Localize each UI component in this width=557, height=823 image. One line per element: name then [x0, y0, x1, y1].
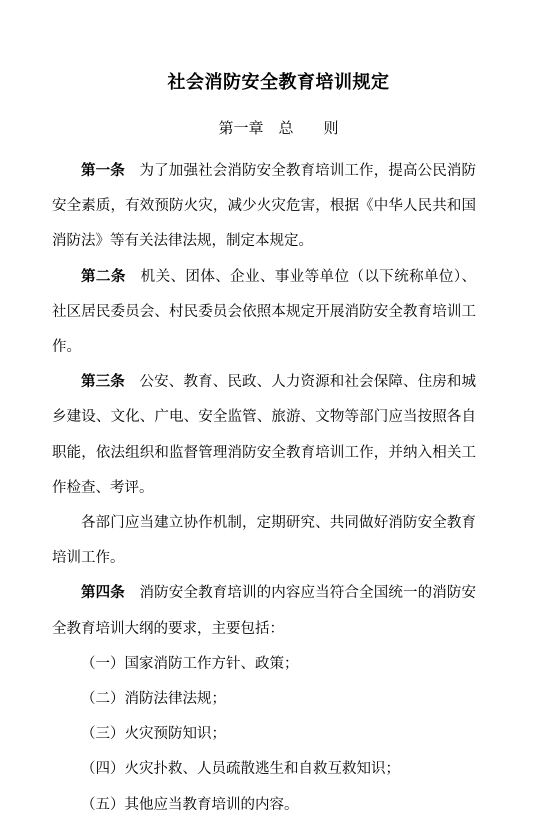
document-title: 社会消防安全教育培训规定 — [167, 72, 390, 93]
article-paragraph — [52, 154, 476, 260]
article-paragraph — [52, 365, 476, 506]
article-number: 第二条 — [81, 268, 126, 285]
article-text: 公安、教育、民政、人力资源和社会保障、住房和城乡建设、文化、广电、安全监管、旅游、文物等部门应当按照各自职能，依法组织和监督管理消防安全教育培训工作，并纳入相关工作检查、考评。 — [52, 374, 477, 496]
list-item: （五）其他应当教育培训的内容。 — [81, 796, 299, 813]
article-number: 第四条 — [81, 585, 125, 602]
list-item: （四）火灾扑救、人员疏散逃生和自救互救知识； — [81, 761, 400, 778]
plain-paragraph — [52, 506, 476, 576]
article-text: 机关、团体、企业、事业等单位（以下统称单位）、社区居民委员会、村民委员会依照本规定开展消防安全教育培训工作。 — [52, 268, 477, 356]
document-body — [52, 154, 476, 823]
list-item: （一）国家消防工作方针、政策； — [81, 655, 299, 672]
list-item: （三）火灾预防知识； — [81, 726, 226, 743]
paragraph-text: 各部门应当建立协作机制，定期研究、共同做好消防安全教育培训工作。 — [52, 515, 476, 567]
article-paragraph — [52, 576, 476, 646]
article-paragraph — [52, 260, 476, 366]
article-number: 第三条 — [81, 374, 125, 391]
chapter-heading: 第一章 总 则 — [218, 119, 339, 137]
list-item: （二）消防法律法规； — [81, 691, 226, 708]
article-text: 为了加强社会消防安全教育培训工作，提高公民消防安全素质，有效预防火灾，减少火灾危害，根据《中华人民共和国消防法》等有关法律法规，制定本规定。 — [52, 163, 477, 250]
article-number: 第一条 — [81, 163, 125, 179]
article-text: 消防安全教育培训的内容应当符合全国统一的消防安全教育培训大纲的要求，主要包括： — [52, 585, 477, 637]
